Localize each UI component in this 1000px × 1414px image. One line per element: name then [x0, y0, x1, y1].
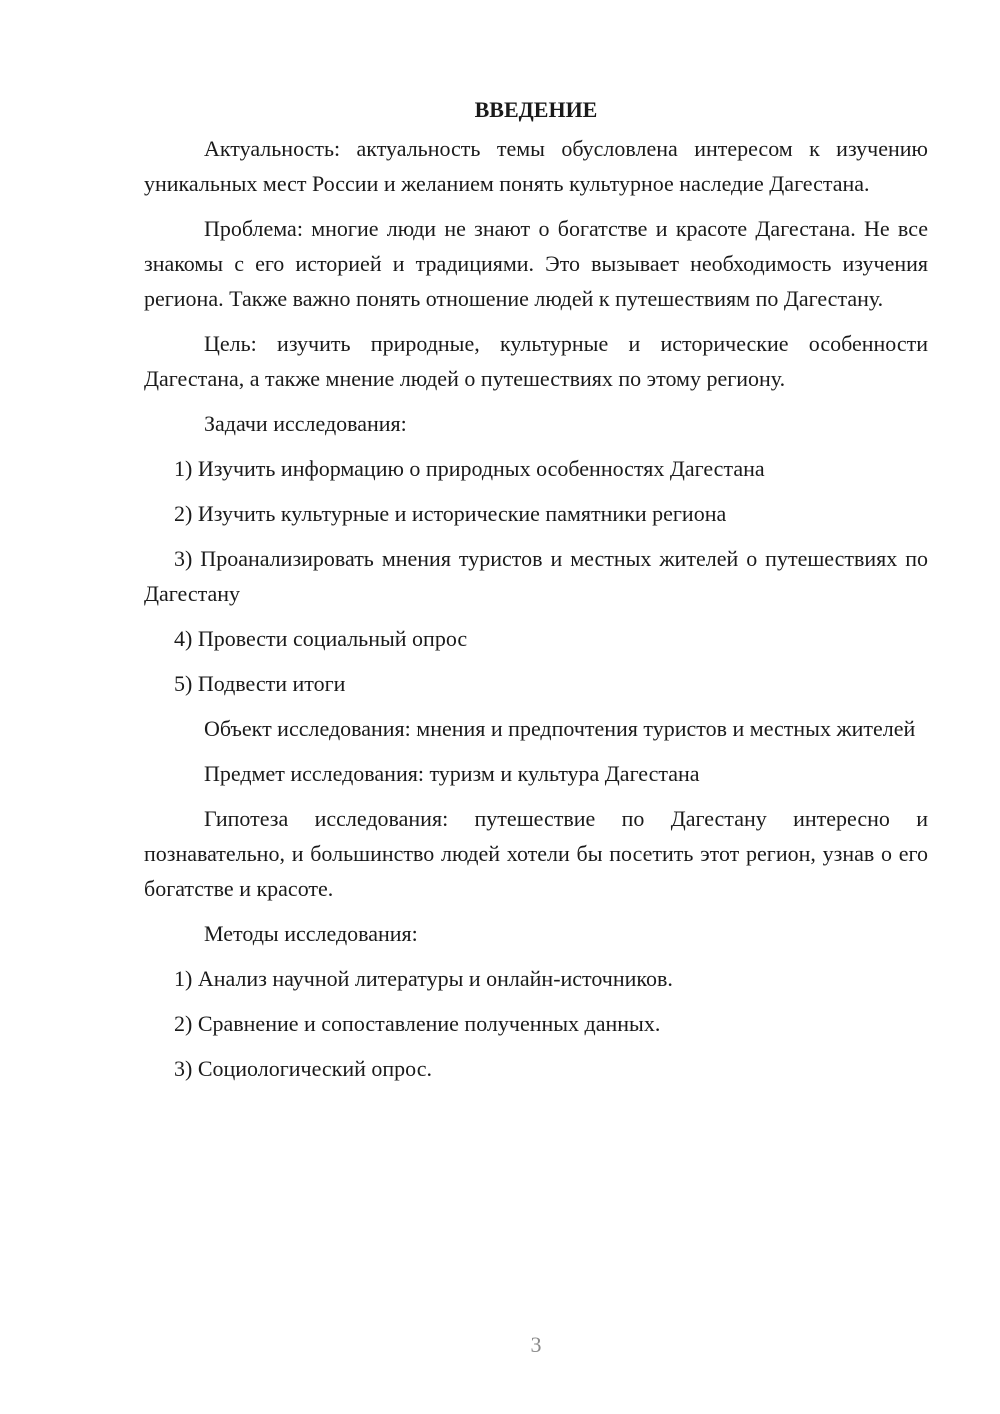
task-item: 1) Изучить информацию о природных особенностях Дагестана — [174, 456, 765, 481]
goal-paragraph: Цель: изучить природные, культурные и исторические особенности Дагестана, а также мнение людей о путешествиях по этому региону. — [144, 331, 928, 391]
task-item: 2) Изучить культурные и исторические памятники региона — [174, 501, 727, 526]
subject-paragraph: Предмет исследования: туризм и культура Дагестана — [204, 761, 700, 786]
object-paragraph: Объект исследования: мнения и предпочтения туристов и местных жителей — [204, 716, 916, 741]
method-item: 2) Сравнение и сопоставление полученных данных. — [174, 1011, 661, 1036]
task-item: 3) Проанализировать мнения туристов и местных жителей о путешествиях по Дагестану — [144, 546, 928, 606]
problem-paragraph: Проблема: многие люди не знают о богатстве и красоте Дагестана. Не все знакомы с его историей и традициями. Это вызывает необходимость изучения региона. Также важно понять отношение людей к путешествиям по Дагестану. — [144, 216, 928, 311]
tasks-title: Задачи исследования: — [204, 411, 407, 436]
section-heading: ВВЕДЕНИЕ — [474, 97, 598, 122]
page-content — [144, 92, 928, 1096]
hypothesis-paragraph: Гипотеза исследования: путешествие по Дагестану интересно и познавательно, и большинство людей хотели бы посетить этот регион, узнав о его богатстве и красоте. — [144, 806, 928, 901]
task-item: 5) Подвести итоги — [174, 671, 346, 696]
method-item: 1) Анализ научной литературы и онлайн-источников. — [174, 966, 673, 991]
page-number: 3 — [530, 1332, 542, 1357]
task-item: 4) Провести социальный опрос — [174, 626, 468, 651]
method-item: 3) Социологический опрос. — [174, 1056, 432, 1081]
relevance-paragraph: Актуальность: актуальность темы обусловлена интересом к изучению уникальных мест России и желанием понять культурное наследие Дагестана. — [144, 136, 928, 196]
methods-title: Методы исследования: — [204, 921, 418, 946]
